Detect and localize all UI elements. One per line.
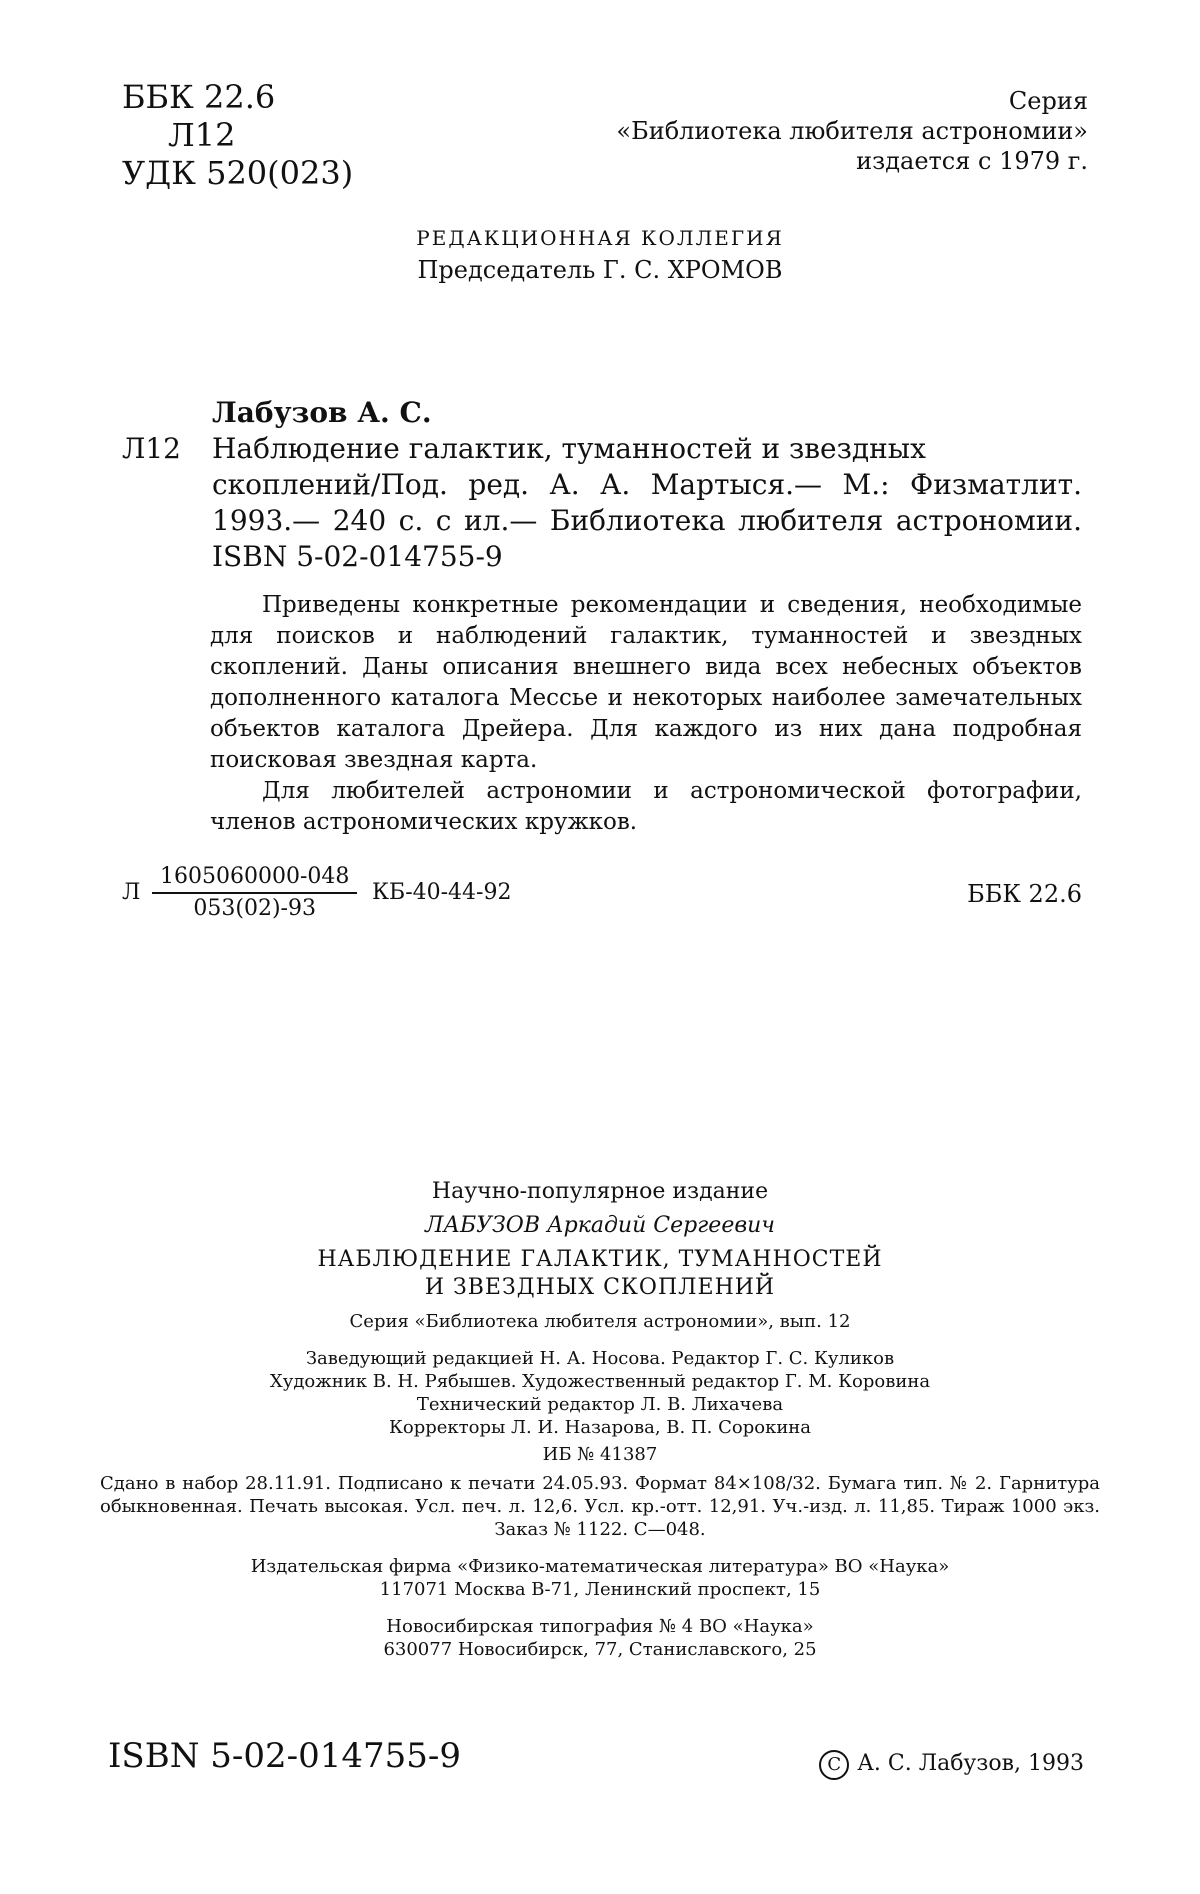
edition-type: Научно-популярное издание [431, 1179, 769, 1204]
staff-line-1: Заведующий редакцией Н. А. Носова. Редактор Г. С. Куликов [305, 1348, 895, 1369]
abstract-paragraph-2: Для любителей астрономии и астрономической фотографии, членов астрономических кружков. [210, 778, 1082, 835]
abstract-paragraph-1: Приведены конкретные рекомендации и сведения, необходимые для поисков и наблюдений галактик, туманностей и звездных скоплений. Даны описания внешнего вида всех небесных объектов дополненного каталога Мессье и некоторых наиболее замечательных объектов каталога Дрейера. Для каждого из них дана подробная поисковая звездная карта. [210, 592, 1082, 773]
editorial-board-chair: Председатель Г. С. ХРОМОВ [417, 256, 783, 284]
udk-code: УДК 520(023) [122, 154, 354, 192]
cipher-letter: Л [122, 880, 141, 905]
staff-line-4: Корректоры Л. И. Назарова, В. П. Сорокина [388, 1417, 812, 1438]
catalog-entry [122, 395, 1082, 575]
entry-code: Л12 [122, 432, 181, 465]
imprint [100, 1178, 1100, 1661]
abstract [210, 590, 1082, 838]
cipher-kb: КБ-40-44-92 [372, 880, 512, 905]
staff-line-3: Технический редактор Л. В. Лихачева [416, 1394, 784, 1415]
cipher-numerator: 1605060000-048 [152, 862, 357, 894]
series-line-1: Серия [1008, 87, 1088, 115]
copyright-icon: C [819, 1750, 849, 1780]
editorial-board [0, 222, 1200, 286]
printer-line-1: Новосибирская типография № 4 ВО «Наука» [386, 1616, 814, 1637]
isbn: ISBN 5-02-014755-9 [108, 1736, 462, 1776]
ib-number: ИБ № 41387 [542, 1444, 658, 1465]
imprint-author: ЛАБУЗОВ Аркадий Сергеевич [424, 1213, 775, 1238]
publication-cipher [122, 862, 1082, 932]
bbk-code: ББК 22.6 [122, 78, 276, 116]
author-code: Л12 [168, 116, 236, 154]
publisher-line-2: 117071 Москва В-71, Ленинский проспект, 15 [379, 1579, 821, 1600]
cipher-denominator: 053(02)-93 [193, 896, 316, 921]
copyright [819, 1750, 1084, 1780]
series-line-3: издается с 1979 г. [856, 147, 1088, 175]
editorial-board-heading: РЕДАКЦИОННАЯ КОЛЛЕГИЯ [416, 226, 784, 250]
classification-block [122, 78, 353, 192]
copyright-holder: А. С. Лабузов, 1993 [857, 1751, 1084, 1776]
cipher-fraction [152, 862, 357, 924]
print-details: Сдано в набор 28.11.91. Подписано к печати 24.05.93. Формат 84×108/32. Бумага тип. № 2. Гарнитура обыкновенная. Печать высокая. Усл. печ. л. 12,6. Усл. кр.-отт. 12,91. Уч.-изд. л. 11,85. Тираж 1000 экз. Заказ № 1122. С—048. [100, 1473, 1100, 1540]
entry-title-line: Наблюдение галактик, туманностей и звездных [212, 432, 926, 465]
imprint-series: Серия «Библиотека любителя астрономии», вып. 12 [349, 1311, 851, 1332]
entry-author: Лабузов А. С. [212, 396, 432, 429]
series-note [616, 86, 1088, 176]
imprint-title-2: И ЗВЕЗДНЫХ СКОПЛЕНИЙ [424, 1275, 776, 1300]
staff-line-2: Художник В. Н. Рябышев. Художественный редактор Г. М. Коровина [269, 1371, 931, 1392]
publisher-line-1: Издательская фирма «Физико-математическая литература» ВО «Наука» [250, 1556, 950, 1577]
printer-line-2: 630077 Новосибирск, 77, Станиславского, 25 [383, 1639, 817, 1660]
entry-description: скоплений/Под. ред. А. А. Мартыся.— М.: Физматлит. 1993.— 240 с. с ил.— Библиотека любителя астрономии. ISBN 5-02-014755-9 [212, 468, 1082, 573]
imprint-title-1: НАБЛЮДЕНИЕ ГАЛАКТИК, ТУМАННОСТЕЙ [317, 1247, 883, 1272]
series-line-2: «Библиотека любителя астрономии» [616, 117, 1088, 145]
cipher-bbk: ББК 22.6 [967, 880, 1082, 908]
